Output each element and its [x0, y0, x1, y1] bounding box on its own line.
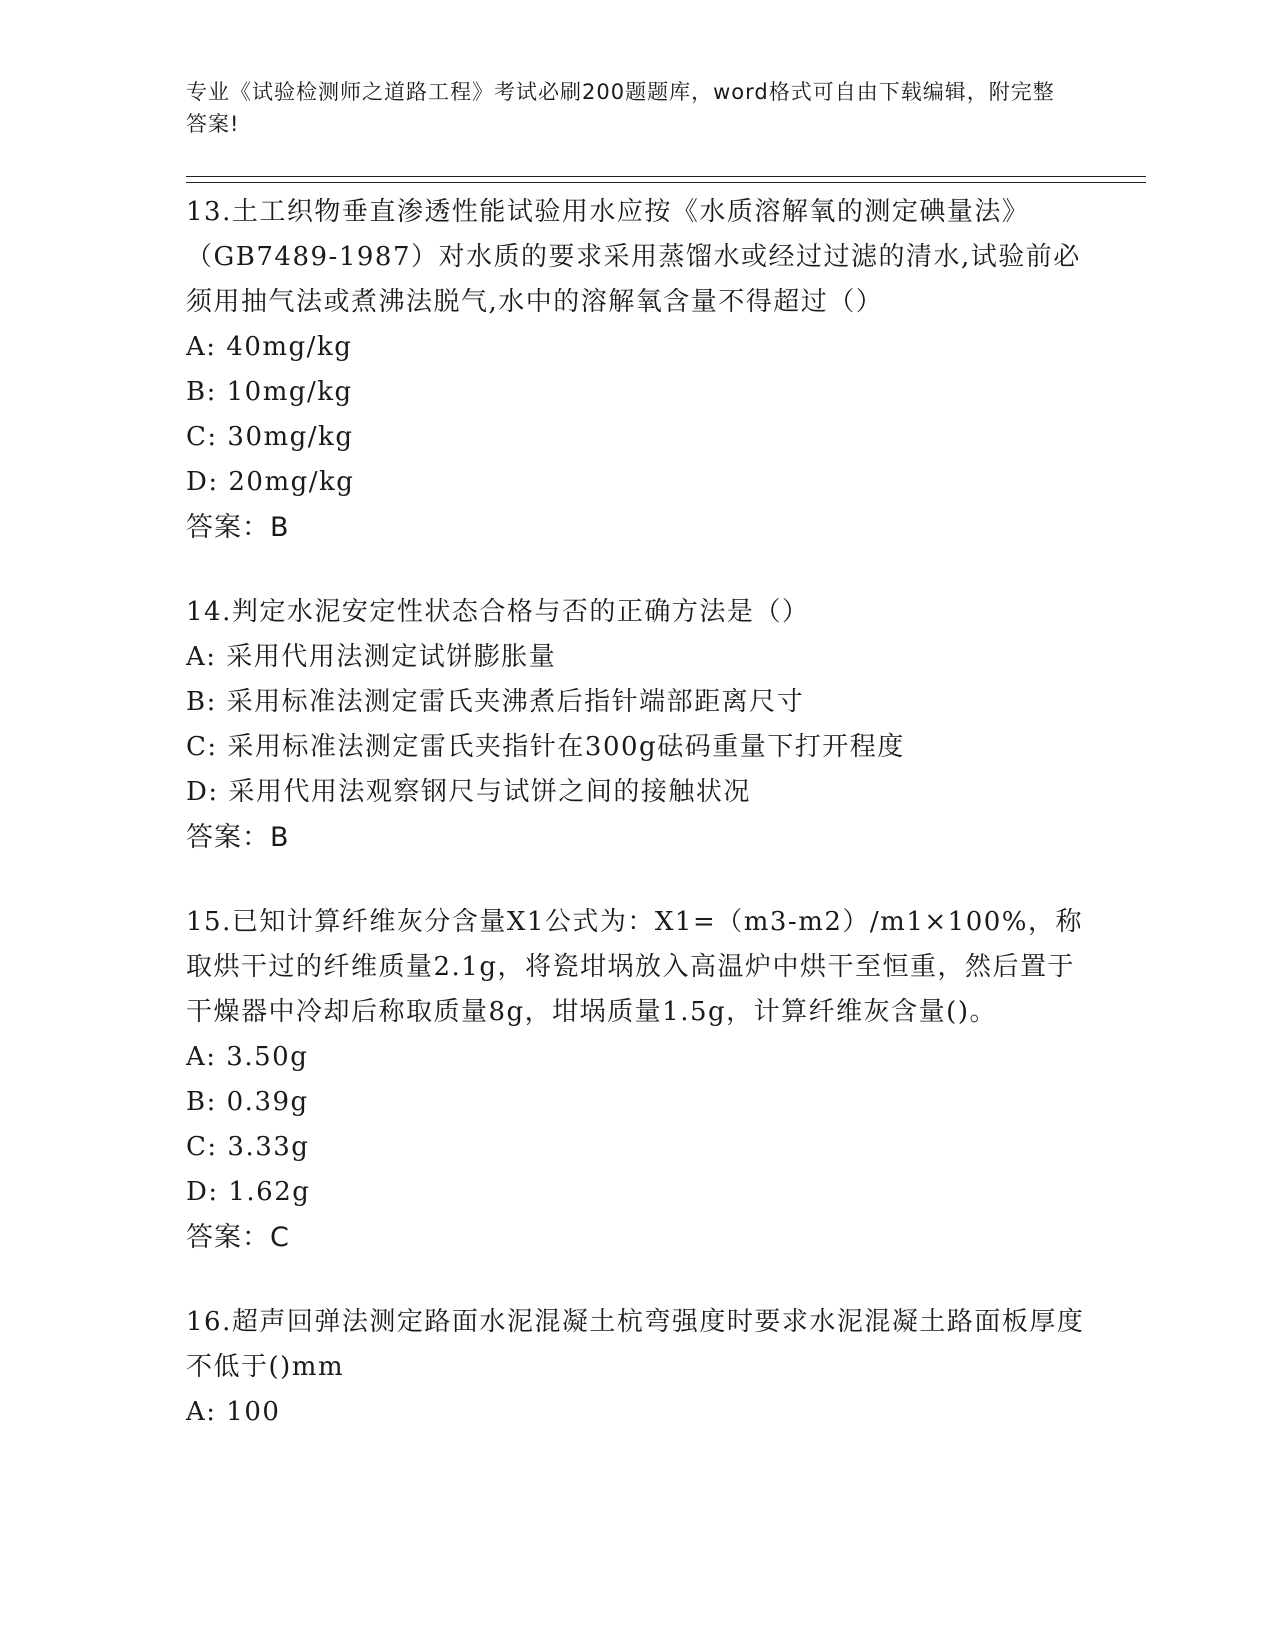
question-list: [186, 190, 1086, 1475]
option-a: A: 100: [186, 1397, 281, 1427]
question-stem: 15.已知计算纤维灰分含量X1公式为：X1=（m3-m2）/m1×100%，称取烘干过的纤维质量2.1g，将瓷坩埚放入高温炉中烘干至恒重，然后置于干燥器中冷却后称取质量8g，坩埚质量1.5g，计算纤维灰含量()。: [186, 907, 1083, 1027]
option-a: A: 40mg/kg: [186, 332, 353, 362]
question-stem: 14.判定水泥安定性状态合格与否的正确方法是（）: [186, 597, 810, 627]
option-a: A: 3.50g: [186, 1042, 309, 1072]
header-divider-top: [186, 176, 1146, 177]
option-b: B: 10mg/kg: [186, 377, 353, 407]
question-15: [186, 900, 1086, 1260]
option-c: C: 3.33g: [186, 1132, 310, 1162]
document-header: 专业《试验检测师之道路工程》考试必刷200题题库，word格式可自由下载编辑，附完整答案!: [186, 80, 1055, 136]
option-c: C: 采用标准法测定雷氏夹指针在300g砝码重量下打开程度: [186, 732, 905, 762]
answer-line: 答案：B: [186, 512, 290, 543]
header-divider-bottom: [186, 182, 1146, 183]
question-14: [186, 590, 1086, 860]
option-d: D: 采用代用法观察钢尺与试饼之间的接触状况: [186, 777, 751, 807]
answer-line: 答案：C: [186, 1222, 290, 1253]
option-d: D: 20mg/kg: [186, 467, 355, 497]
option-c: C: 30mg/kg: [186, 422, 354, 452]
option-a: A: 采用代用法测定试饼膨胀量: [186, 642, 557, 672]
answer-line: 答案：B: [186, 822, 290, 853]
question-16: [186, 1300, 1086, 1435]
question-stem: 13.土工织物垂直渗透性能试验用水应按《水质溶解氧的测定碘量法》（GB7489-1987）对水质的要求采用蒸馏水或经过过滤的清水,试验前必须用抽气法或煮沸法脱气,水中的溶解氧含量不得超过（）: [186, 197, 1081, 317]
option-d: D: 1.62g: [186, 1177, 311, 1207]
question-13: [186, 190, 1086, 550]
question-stem: 16.超声回弹法测定路面水泥混凝土杭弯强度时要求水泥混凝土路面板厚度不低于()mm: [186, 1307, 1085, 1382]
option-b: B: 0.39g: [186, 1087, 309, 1117]
option-b: B: 采用标准法测定雷氏夹沸煮后指针端部距离尺寸: [186, 687, 805, 717]
